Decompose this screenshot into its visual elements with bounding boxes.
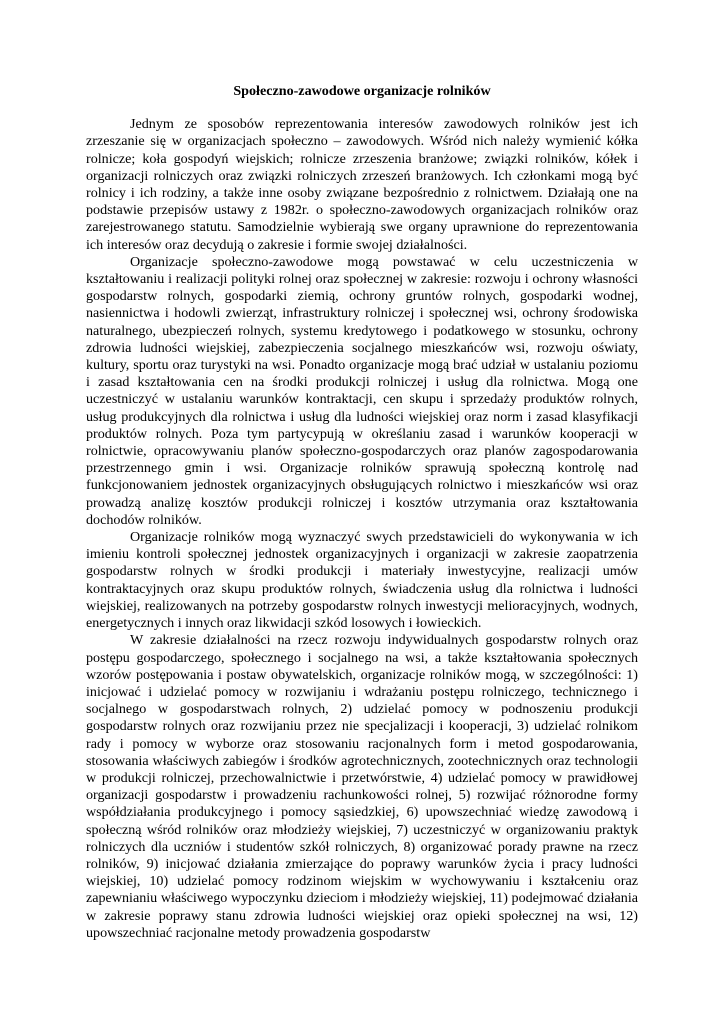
paragraph-policy-participation: Organizacje społeczno-zawodowe mogą powstawać w celu uczestniczenia w kształtowaniu i realizacji polityki rolnej oraz społecznej w zakresie: rozwoju i ochrony własności gospodarstw rolnych, gospodarki ziemią, ochrony gruntów rolnych, gospodarki wodnej, nasiennictwa i hodowli zwierząt, infrastruktury rolniczej i społecznej wsi, ochrony środowiska naturalnego, ubezpieczeń rolnych, systemu kredytowego i podatkowego w stosunku, ochrony zdrowia ludności wiejskiej, zabezpieczenia socjalnego mieszkańców wsi, rozwoju oświaty, kultury, sportu oraz turystyki na wsi. Ponadto organizacje mogą brać udział w ustalaniu poziomu i zasad kształtowania cen na środki produkcji rolniczej i usług dla rolnictwa. Mogą one uczestniczyć w ustalaniu warunków kontraktacji, cen skupu i sprzedaży produktów rolnych, usług produkcyjnych dla rolnictwa i usług dla ludności wiejskiej oraz norm i zasad klasyfikacji produktów rolnych. Poza tym partycypują w określaniu zasad i warunków kooperacji w rolnictwie, opracowywaniu planów społeczno-gospodarczych oraz planów zagospodarowania przestrzennego gmin i wsi. Organizacje rolników sprawują społeczną kontrolę nad funkcjonowaniem jednostek organizacyjnych obsługujących rolnictwo i mieszkańców wsi oraz prowadzą analizę kosztów produkcji rolniczej i kosztów utrzymania oraz kształtowania dochodów rolników.	[86, 253, 638, 528]
paragraph-intro: Jednym ze sposobów reprezentowania interesów zawodowych rolników jest ich zrzeszanie się w organizacjach społeczno – zawodowych. Wśród nich należy wymienić kółka rolnicze; koła gospodyń wiejskich; rolnicze zrzeszenia branżowe; związki rolników, kółek i organizacji rolniczych oraz związki rolniczych zrzeszeń branżowych. Ich członkami mogą być rolnicy i ich rodziny, a także inne osoby związane bezpośrednio z rolnictwem. Działają one na podstawie przepisów ustawy z 1982r. o społeczno-zawodowych organizacjach rolników oraz zarejestrowanego statutu. Samodzielnie wybierają swe organy uprawnione do reprezentowania ich interesów oraz decydują o zakresie i formie swojej działalności.	[86, 116, 638, 253]
document-title: Społeczno-zawodowe organizacje rolników	[233, 83, 491, 99]
document-page	[86, 83, 638, 942]
paragraph-development-activities: W zakresie działalności na rzecz rozwoju indywidualnych gospodarstw rolnych oraz postępu gospodarczego, społecznego i socjalnego na wsi, a także kształtowania społecznych wzorów postępowania i postaw obywatelskich, organizacje rolników mogą, w szczególności: 1) inicjować i udzielać pomocy w rozwijaniu i wdrażaniu postępu rolniczego, technicznego i socjalnego w gospodarstwach rolnych, 2) udzielać pomocy w podnoszeniu produkcji gospodarstw rolnych oraz rozwijaniu przez nie specjalizacji i kooperacji, 3) udzielać rolnikom rady i pomocy w wyborze oraz stosowaniu racjonalnych form i metod gospodarowania, stosowania właściwych zabiegów i środków agrotechnicznych, zootechnicznych oraz technologii w produkcji rolniczej, przechowalnictwie i przetwórstwie, 4) udzielać pomocy w prawidłowej organizacji gospodarstw i prowadzeniu rachunkowości rolnej, 5) rozwijać różnorodne formy współdziałania produkcyjnego i pomocy sąsiedzkiej, 6) upowszechniać wiedzę zawodową i społeczną wśród rolników oraz młodzieży wiejskiej, 7) uczestniczyć w organizowaniu praktyk rolniczych dla uczniów i studentów szkół rolniczych, 8) organizować porady prawne na rzecz rolników, 9) inicjować działania zmierzające do poprawy warunków życia i pracy ludności wiejskiej, 10) udzielać pomocy rodzinom wiejskim w wychowywaniu i kształceniu oraz zapewnianiu właściwego wypoczynku dzieciom i młodzieży wiejskiej, 11) podejmować działania w zakresie poprawy stanu zdrowia ludności wiejskiej oraz opieki społecznej na wsi, 12) upowszechniać racjonalne metody prowadzenia gospodarstw	[86, 632, 638, 941]
paragraph-social-control: Organizacje rolników mogą wyznaczyć swych przedstawicieli do wykonywania w ich imieniu kontroli społecznej jednostek organizacyjnych i organizacji w zakresie zaopatrzenia gospodarstw rolnych w środki produkcji i materiały inwestycyjne, realizacji umów kontraktacyjnych oraz skupu produktów rolnych, świadczenia usług dla rolnictwa i ludności wiejskiej, realizowanych na potrzeby gospodarstw rolnych inwestycji melioracyjnych, wodnych, energetycznych i innych oraz likwidacji szkód losowych i łowieckich.	[86, 529, 638, 632]
